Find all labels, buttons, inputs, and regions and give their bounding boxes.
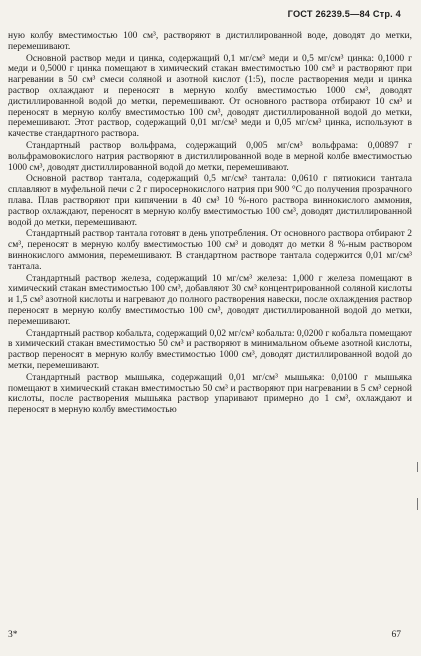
page-number: 67 — [391, 630, 401, 640]
footer-signature: 3* — [8, 630, 18, 640]
document-body — [8, 31, 412, 417]
paragraph: Стандартный раствор тантала готовят в день употребления. От основного раствора отбирают 2 см³, переносят в мерную колбу вместимостью 100 см³ и доводят до метки 8 %-ным раствором виннокислого аммония, перемешивают. В стандартном растворе тантала содержится 0,01 мг/см³ тантала. — [8, 229, 412, 272]
margin-mark — [417, 498, 418, 510]
paragraph: Основной раствор меди и цинка, содержащий 0,1 мг/см³ меди и 0,5 мг/см³ цинка: 0,1000 г меди и 0,5000 г цинка помещают в химический стакан вместимостью 100 см³ и растворяют при нагревании в 50 см³ смеси соляной и азотной кислот (1:5), после растворения меди и цинка раствор охлаждают и переносят в мерную колбу вместимостью 1000 см³, доводят дистиллированной водой до метки, перемешивают. От основного раствора отбирают 10 см³ и переносят в мерную колбу вместимостью 100 см³, доводят дистиллированной водой до метки, перемешивают. Этот раствор, содержащий 0,01 мг/см³ меди и 0,05 мг/см³ цинка, используют в качестве стандартного раствора. — [8, 53, 412, 140]
paragraph: Стандартный раствор мышьяка, содержащий 0,01 мг/см³ мышьяка: 0,0100 г мышьяка помещают в химический стакан вместимостью 50 см³ и растворяют при нагревании в 5 см³ серной кислоты, после растворения мышьяка раствор упаривают примерно до 1 см³, охлаждают и переносят в мерную колбу вместимостью — [8, 372, 412, 416]
page-header: ГОСТ 26239.5—84 Стр. 4 — [287, 9, 401, 19]
paragraph: Основной раствор тантала, содержащий 0,5 мг/см³ тантала: 0,0610 г пятиокиси тантала сплавляют в муфельной печи с 2 г пиросернокислого натрия при 900 °С до получения прозрачного плава. Плав растворяют при кипячении в 40 см³ 10 %-ного раствора виннокислого аммония, раствор охлаждают, переносят в мерную колбу вместимостью 100 см³, доводят дистиллированной водой до метки, перемешивают. — [8, 174, 412, 228]
margin-mark — [417, 462, 418, 472]
paragraph: ную колбу вместимостью 100 см³, растворяют в дистиллированной воде, доводят до метки, перемешивают. — [8, 31, 412, 52]
paragraph: Стандартный раствор кобальта, содержащий 0,02 мг/см³ кобальта: 0,0200 г кобальта помещают в химический стакан вместимостью 50 см³ и растворяют в минимальном объеме азотной кислоты, раствор переносят в мерную колбу вместимостью 1000 см³, доводят дистиллированной водой до метки, перемешивают. — [8, 328, 412, 371]
paragraph: Стандартный раствор вольфрама, содержащий 0,005 мг/см³ вольфрама: 0,00897 г вольфрамовокислого натрия растворяют в дистиллированной воде в мерной колбе вместимостью 1000 см³, доводят дистиллированной водой до метки, перемешивают. — [8, 140, 412, 173]
paragraph: Стандартный раствор железа, содержащий 10 мг/см³ железа: 1,000 г железа помещают в химический стакан вместимостью 100 см³, добавляют 30 см³ концентрированной соляной кислоты и 1,5 см³ азотной кислоты и нагревают до полного растворения навески, после охлаждения раствор переносят в мерную колбу вместимостью 100 см³, доводят дистиллированной водой до метки, перемешивают. — [8, 273, 412, 327]
